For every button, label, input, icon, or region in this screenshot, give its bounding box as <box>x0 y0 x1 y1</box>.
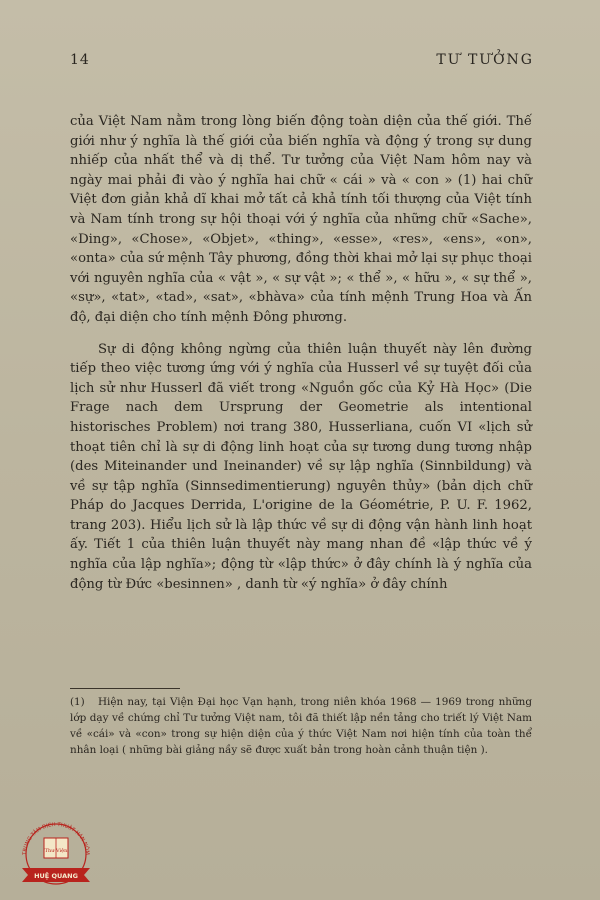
svg-text:TRUNG TÂM DỊCH THUẬT HÁN NÔM: TRUNG TÂM DỊCH THUẬT HÁN NÔM <box>21 821 91 856</box>
library-seal-logo <box>14 812 98 892</box>
page-header <box>70 52 534 72</box>
paragraph-2: Sự di động không ngừng của thiên luận thuyết này lên đường tiếp theo việc tương ứng với ý nghĩa của Husserl về sự tuyệt đối của lịch sử như Husserl đã viết trong «Nguồn gốc của Kỷ Hà Học» (Die Frage nach dem Ursprung der Geometrie als intentional historisches Problem) nơi trang 380, Husserliana, cuốn VI «lịch sử thoạt tiên chỉ là sự di động linh hoạt của sự tương dung tương nhập (des Miteinander und Ineinander) về sự lập nghĩa (Sinnbildung) và về sự tập nghĩa (Sinnsedimentierung) nguyên thủy» (bản dịch chữ Pháp do Jacques Derrida, L'origine de la Géométrie, P. U. F. 1962, trang 203). Hiểu lịch sử là lập thức về sự di động vận hành linh hoạt ấy. Tiết 1 của thiên luận thuyết này mang nhan đề «lập thức về ý nghĩa của lập nghĩa»; động từ «lập thức» ở đây chính là ý nghĩa của động từ Đức «besinnen» , danh từ «ý nghĩa» ở đây chính <box>70 341 532 592</box>
paragraph-1: của Việt Nam nằm trong lòng biến động toàn diện của thế giới. Thế giới như ý nghĩa là thế giới của biến nghĩa và động ý trong sự dung nhiếp của nhất thể và dị thể. Tư tưởng của Việt Nam hôm nay và ngày mai phải đi vào ý nghĩa hai chữ « cái » và « con » (1) hai chữ Việt đơn giản khả dĩ khai mở tất cả khả tính tối thượng của Việt tính và Nam tính trong sự hội thoại với ý nghĩa của những chữ «Sache», «Ding», «Chose», «Objet», «thing», «esse», «res», «ens», «on», «onta» của sứ mệnh Tây phương, đồng thời khai mở lại sự phục thoại với nguyên nghĩa của « vật », « sự vật »; « thể », « hữu », « sự thể », «sự», «tat», «tad», «sat», «bhàva» của tính mệnh Trung Hoa và Ấn độ, đại diện cho tính mệnh Đông phương. <box>70 114 532 325</box>
svg-text:Thư Viện: Thư Viện <box>44 848 68 854</box>
footnote-separator <box>70 688 180 689</box>
footnote-marker: (1) <box>70 696 85 708</box>
running-title: TƯ TƯỞNG <box>436 52 534 68</box>
svg-text:HUỆ QUANG: HUỆ QUANG <box>34 872 78 880</box>
footnote <box>70 694 532 758</box>
footnote-text: Hiện nay, tại Viện Đại học Vạn hạnh, trong niên khóa 1968 — 1969 trong những lớp dạy về chứng chỉ Tư tưởng Việt nam, tôi đã thiết lập nền tảng cho triết lý Việt Nam về «cái» và «con» trong sự hiện diện của ý thức Việt Nam nơi hiện tính của toàn thể nhân loại ( những bài giảng nầy sẽ được xuất bản trong hoàn cảnh thuận tiện ). <box>70 696 532 756</box>
page-number: 14 <box>70 52 90 68</box>
body-text <box>70 112 532 594</box>
